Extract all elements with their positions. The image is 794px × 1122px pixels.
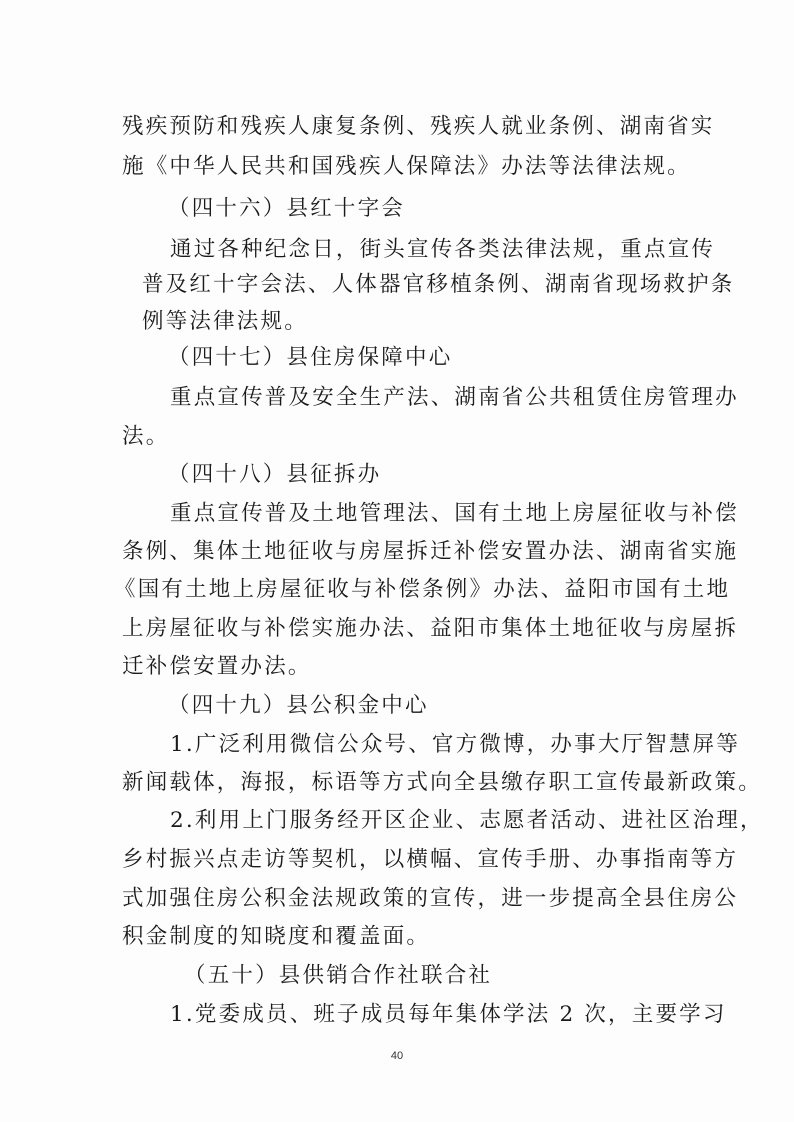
body-text-line: 普及红十字会法、人体器官移植条例、湖南省现场救护条 [142, 272, 735, 297]
section-heading: （五十）县供销合作社联合社 [184, 963, 493, 988]
body-text-line: 式加强住房公积金法规政策的宣传，进一步提高全县住房公 [122, 886, 739, 911]
body-text-line: 残疾预防和残疾人康复条例、残疾人就业条例、湖南省实 [122, 114, 715, 139]
body-text-line: 通过各种纪念日，街头宣传各类法律法规，重点宣传 [170, 237, 716, 262]
body-text-line: 迁补偿安置办法。 [122, 654, 312, 679]
body-text-line: 重点宣传普及土地管理法、国有土地上房屋征收与补偿 [170, 501, 739, 526]
body-text-line: 例等法律法规。 [142, 309, 308, 334]
body-text-line: 新闻载体，海报，标语等方式向全县缴存职工宣传最新政策。 [122, 770, 762, 795]
section-heading: （四十七）县住房保障中心 [168, 345, 453, 370]
section-heading: （四十九）县公积金中心 [168, 693, 429, 718]
body-text-line: 积金制度的知晓度和覆盖面。 [122, 924, 431, 949]
body-text-line: 法。 [122, 424, 170, 449]
body-text-line: 上房屋征收与补偿实施办法、益阳市集体土地征收与房屋拆 [122, 616, 739, 641]
body-text-line: 2.利用上门服务经开区企业、志愿者活动、进社区治理， [170, 808, 764, 833]
page-number: 40 [390, 1050, 404, 1062]
body-text-line: 条例、集体土地征收与房屋拆迁补偿安置办法、湖南省实施 [122, 539, 739, 564]
section-heading: （四十八）县征拆办 [168, 462, 382, 487]
body-text-line: 乡村振兴点走访等契机，以横幅、宣传手册、办事指南等方 [122, 847, 739, 872]
body-text-line: 《国有土地上房屋征收与补偿条例》办法、益阳市国有土地 [114, 577, 731, 602]
body-text-line: 施《中华人民共和国残疾人保障法》办法等法律法规。 [122, 154, 691, 179]
section-heading: （四十六）县红十字会 [168, 196, 406, 221]
body-text-line: 1.党委成员、班子成员每年集体学法 2 次，主要学习 [170, 1002, 727, 1027]
body-text-line: 1.广泛利用微信公众号、官方微博，办事大厅智慧屏等 [170, 732, 741, 757]
body-text-line: 重点宣传普及安全生产法、湖南省公共租赁住房管理办 [170, 385, 739, 410]
